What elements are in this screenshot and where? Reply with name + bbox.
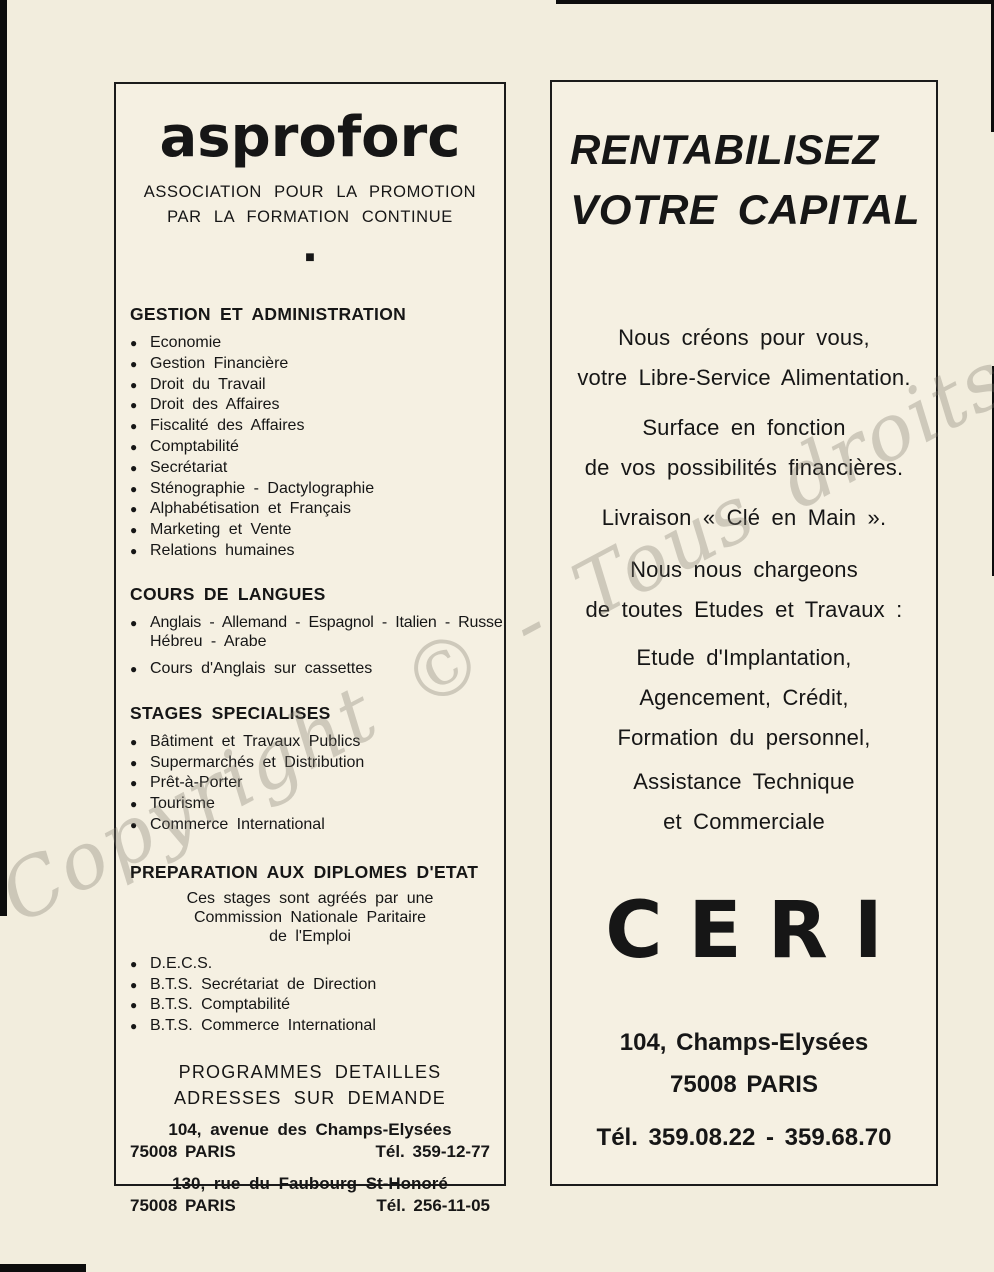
list-item — [130, 416, 490, 437]
list-item-label: Droit du Travail — [150, 375, 266, 393]
note-line-2: Commission Nationale Paritaire — [193, 908, 427, 926]
list-item — [130, 333, 490, 354]
bullet-icon: ● — [130, 734, 138, 749]
bullet-icon: ● — [130, 419, 138, 434]
ceri-ad — [550, 80, 938, 1186]
address-city: 75008 PARIS — [130, 1195, 236, 1215]
bullet-icon: ● — [130, 336, 138, 350]
paragraph-line: Surface en fonction — [642, 415, 846, 440]
programmes-line-2: ADRESSES SUR DEMANDE — [173, 1087, 447, 1108]
agreement-note — [130, 889, 490, 946]
bullet-icon: ● — [130, 776, 138, 791]
list-item-label: B.T.S. Secrétariat de Direction — [150, 975, 377, 993]
bullet-icon: ● — [130, 998, 138, 1013]
paragraph — [564, 762, 924, 842]
list-item — [130, 753, 490, 774]
paragraph-line: de vos possibilités financières. — [584, 455, 904, 480]
list-item-label: D.E.C.S. — [150, 954, 213, 972]
asproforc-tagline — [130, 180, 490, 230]
headline-line-1: RENTABILISEZ — [570, 126, 879, 173]
bullet-icon: ● — [130, 481, 138, 496]
bullet-icon: ● — [130, 439, 138, 454]
note-line-1: Ces stages sont agréés par une — [186, 889, 434, 907]
bullet-icon: ● — [130, 797, 138, 812]
bullet-icon: ● — [130, 377, 138, 392]
list-item — [130, 520, 490, 541]
list-item — [130, 732, 490, 753]
list-item — [130, 395, 490, 416]
scan-edge-left — [0, 0, 7, 916]
list-item — [130, 375, 490, 396]
stages-list — [130, 732, 490, 836]
ceri-logo: CERI — [605, 886, 909, 976]
paragraph — [564, 550, 924, 630]
scan-edge-bottom — [0, 1264, 86, 1272]
paragraph — [564, 408, 924, 488]
list-item-label: Commerce International — [150, 815, 325, 833]
programmes-line-1: PROGRAMMES DETAILLES — [178, 1061, 442, 1082]
square-marker-icon: ■ — [305, 249, 315, 266]
ceri-phone: Tél. 359.08.22 - 359.68.70 — [596, 1124, 892, 1151]
bullet-icon: ● — [130, 543, 138, 558]
list-item — [130, 815, 490, 836]
note-line-3: de l'Emploi — [269, 927, 351, 945]
list-item — [130, 954, 490, 975]
paragraph — [564, 318, 924, 398]
bullet-icon: ● — [130, 755, 138, 770]
list-item — [130, 499, 490, 520]
tagline-line-2: PAR LA FORMATION CONTINUE — [167, 208, 453, 226]
list-item — [130, 1016, 490, 1037]
list-item-label: Marketing et Vente — [150, 521, 292, 539]
tagline-line-1: ASSOCIATION POUR LA PROMOTION — [143, 183, 477, 201]
list-item-label: B.T.S. Comptabilité — [150, 996, 291, 1014]
list-item — [130, 659, 490, 679]
list-item-label: Anglais - Allemand - Espagnol - Italien - Russe — [150, 613, 503, 631]
bullet-icon: ● — [130, 661, 138, 676]
list-item-label: Sténographie - Dactylographie — [150, 479, 375, 497]
bullet-icon: ● — [130, 523, 138, 538]
list-item — [130, 995, 490, 1016]
asproforc-logo: asproforc — [159, 105, 461, 170]
bullet-icon: ● — [130, 615, 138, 630]
paragraph-line: Nous nous chargeons — [630, 557, 858, 582]
section-title-preparation: PREPARATION AUX DIPLOMES D'ETAT — [130, 861, 479, 882]
address-block-1 — [130, 1119, 490, 1163]
section-title-langues: COURS DE LANGUES — [130, 583, 326, 604]
bullet-icon: ● — [130, 356, 138, 371]
address-city: 75008 PARIS — [670, 1071, 818, 1098]
list-item — [130, 975, 490, 996]
langues-list-2 — [130, 659, 490, 679]
list-item-label: Tourisme — [150, 795, 215, 813]
list-item — [130, 354, 490, 375]
section-title-stages: STAGES SPECIALISES — [130, 702, 331, 723]
langues-list — [130, 613, 503, 633]
paragraph — [564, 498, 924, 538]
ceri-address — [564, 1022, 924, 1106]
list-item-label: Fiscalité des Affaires — [150, 417, 305, 435]
list-item-label: Supermarchés et Distribution — [150, 753, 365, 771]
section-title-gestion: GESTION ET ADMINISTRATION — [130, 304, 407, 324]
paragraph-line: votre Libre-Service Alimentation. — [577, 365, 911, 390]
list-item — [130, 541, 490, 562]
list-item-label: Relations humaines — [150, 541, 295, 559]
diplomes-list — [130, 954, 490, 1037]
list-item-label: Comptabilité — [150, 437, 239, 455]
list-item — [130, 479, 490, 500]
headline-line-2: VOTRE CAPITAL — [570, 186, 920, 233]
address-street: 104, avenue des Champs-Elysées — [168, 1119, 452, 1139]
list-item — [130, 773, 490, 794]
scan-edge-top — [556, 0, 994, 4]
address-phone: Tél. 256-11-05 — [376, 1195, 490, 1215]
list-item-label: B.T.S. Commerce International — [150, 1017, 376, 1035]
asproforc-ad — [114, 82, 506, 1215]
list-item-label: Economie — [150, 334, 222, 351]
list-item-label: Droit des Affaires — [150, 396, 280, 414]
bullet-icon: ● — [130, 502, 138, 517]
paragraph-line: Assistance Technique — [633, 769, 855, 794]
list-item-continuation: Hébreu - Arabe — [150, 632, 267, 650]
list-item-label: Secrétariat — [150, 458, 228, 476]
paragraph-line: et Commerciale — [663, 809, 825, 834]
bullet-icon: ● — [130, 1019, 138, 1034]
bullet-icon: ● — [130, 956, 138, 971]
address-street: 130, rue du Faubourg St-Honoré — [172, 1173, 448, 1193]
copyright-watermark: Copyright © - Tous droits — [0, 333, 994, 942]
bullet-icon: ● — [130, 398, 138, 413]
paragraph-line: de toutes Etudes et Travaux : — [585, 597, 903, 622]
list-item-label: Bâtiment et Travaux Publics — [150, 732, 361, 750]
address-city: 75008 PARIS — [130, 1141, 236, 1161]
list-item-label: Cours d'Anglais sur cassettes — [150, 659, 373, 677]
list-item — [130, 794, 490, 815]
gestion-list — [130, 333, 490, 562]
bullet-icon: ● — [130, 817, 138, 832]
paragraph-line: Agencement, Crédit, — [639, 685, 849, 710]
list-item — [130, 458, 490, 479]
list-item-label: Prêt-à-Porter — [150, 774, 243, 792]
list-item — [130, 437, 490, 458]
address-phone: Tél. 359-12-77 — [375, 1141, 490, 1161]
paragraph-line: Livraison « Clé en Main ». — [601, 505, 887, 530]
programmes-note — [130, 1059, 490, 1111]
paragraph-line: Etude d'Implantation, — [636, 645, 852, 670]
list-item — [130, 613, 503, 633]
paragraph — [564, 638, 924, 758]
list-item-label: Gestion Financière — [150, 354, 289, 372]
address-street: 104, Champs-Elysées — [619, 1029, 869, 1056]
paragraph-line: Formation du personnel, — [617, 725, 871, 750]
list-item-label: Alphabétisation et Français — [150, 500, 351, 518]
bullet-icon: ● — [130, 460, 138, 475]
address-block-2 — [130, 1173, 490, 1217]
bullet-icon: ● — [130, 977, 138, 992]
paragraph-line: Nous créons pour vous, — [618, 325, 870, 350]
